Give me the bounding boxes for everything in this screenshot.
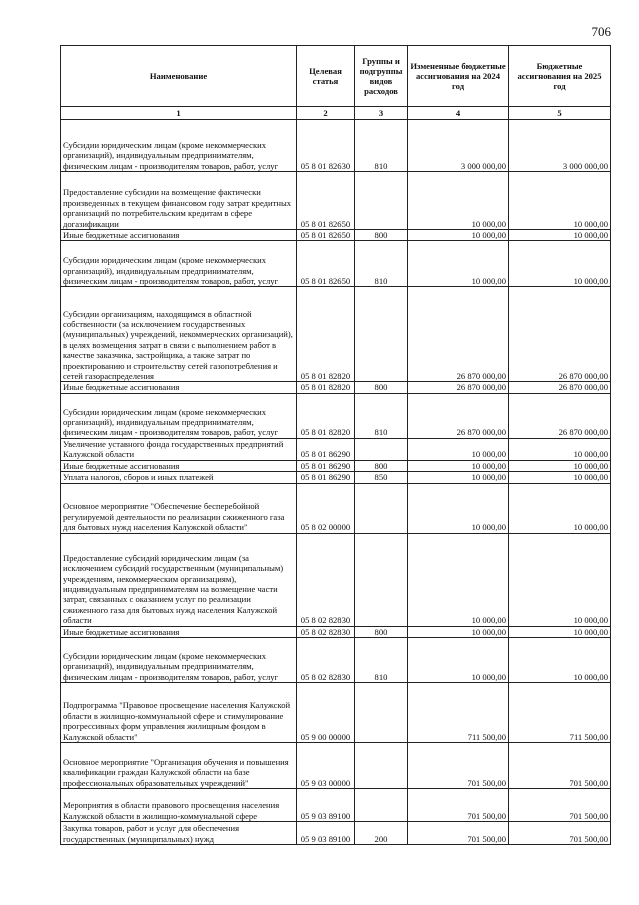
table-row: [61, 241, 611, 287]
column-number: 3: [355, 107, 408, 120]
column-number-row: [61, 107, 611, 120]
header-budget-2025: Бюджетные ассигнования на 2025 год: [509, 46, 611, 107]
row-target-code: 05 8 01 86290: [297, 472, 355, 483]
table-row: [61, 743, 611, 789]
row-target-code: 05 9 03 89100: [297, 789, 355, 822]
row-amount-2025: 10 000,00: [509, 230, 611, 241]
row-amount-2024: 10 000,00: [408, 626, 509, 637]
row-amount-2024: 10 000,00: [408, 438, 509, 460]
row-amount-2025: 10 000,00: [509, 626, 611, 637]
row-target-code: 05 8 01 82820: [297, 393, 355, 438]
row-amount-2024: 10 000,00: [408, 638, 509, 683]
row-amount-2024: 10 000,00: [408, 472, 509, 483]
row-name: Иные бюджетные ассигнования: [61, 460, 297, 471]
column-number: 4: [408, 107, 509, 120]
row-expense-type: 800: [355, 626, 408, 637]
row-name: Субсидии юридическим лицам (кроме некоммерческих организаций), индивидуальным предпринимателям, физическим лицам - производителям товаров, работ, услуг: [61, 393, 297, 438]
row-amount-2025: 10 000,00: [509, 241, 611, 287]
table-row: [61, 626, 611, 637]
row-amount-2024: 10 000,00: [408, 230, 509, 241]
row-target-code: 05 8 02 00000: [297, 483, 355, 533]
row-amount-2024: 26 870 000,00: [408, 382, 509, 393]
row-expense-type: 810: [355, 393, 408, 438]
row-amount-2024: 701 500,00: [408, 822, 509, 845]
row-amount-2025: 10 000,00: [509, 483, 611, 533]
row-name: Закупка товаров, работ и услуг для обеспечения государственных (муниципальных) нужд: [61, 822, 297, 845]
row-amount-2025: 3 000 000,00: [509, 120, 611, 172]
row-expense-type: 800: [355, 230, 408, 241]
row-name: Основное мероприятие "Обеспечение бесперебойной регулируемой деятельности по реализации сжиженного газа для бытовых нужд населения Калужской области": [61, 483, 297, 533]
row-name: Увеличение уставного фонда государственных предприятий Калужской области: [61, 438, 297, 460]
budget-table: [60, 45, 611, 845]
table-row: [61, 483, 611, 533]
row-target-code: 05 8 02 82830: [297, 638, 355, 683]
row-expense-type: [355, 172, 408, 230]
row-amount-2025: 10 000,00: [509, 438, 611, 460]
row-amount-2025: 701 500,00: [509, 743, 611, 789]
row-name: Субсидии организациям, находящимся в областной собственности (за исключением государственных (муниципальных) учреждений, некоммерческих организаций), в целях возмещения затрат в связи с выполнением работ в качестве заказчика, застройщика, а также затрат по проектированию и строительству сетей газопотребления и сетей газораспределения: [61, 287, 297, 382]
row-amount-2024: 711 500,00: [408, 683, 509, 743]
row-amount-2024: 10 000,00: [408, 460, 509, 471]
row-amount-2025: 711 500,00: [509, 683, 611, 743]
row-name: Иные бюджетные ассигнования: [61, 382, 297, 393]
row-name: Иные бюджетные ассигнования: [61, 230, 297, 241]
row-amount-2024: 10 000,00: [408, 172, 509, 230]
row-target-code: 05 8 01 82820: [297, 382, 355, 393]
column-number: 5: [509, 107, 611, 120]
row-expense-type: 810: [355, 638, 408, 683]
row-target-code: 05 8 02 82830: [297, 626, 355, 637]
row-amount-2025: 26 870 000,00: [509, 393, 611, 438]
row-name: Подпрограмма "Правовое просвещение населения Калужской области в жилищно-коммунальной сфере и стимулирование прогрессивных форм управления жилищным фондом в Калужской области": [61, 683, 297, 743]
row-name: Иные бюджетные ассигнования: [61, 626, 297, 637]
row-expense-type: [355, 683, 408, 743]
row-amount-2025: 701 500,00: [509, 822, 611, 845]
row-amount-2024: 26 870 000,00: [408, 287, 509, 382]
row-amount-2024: 701 500,00: [408, 789, 509, 822]
row-expense-type: [355, 533, 408, 626]
row-expense-type: [355, 789, 408, 822]
column-number: 1: [61, 107, 297, 120]
row-expense-type: 800: [355, 382, 408, 393]
row-target-code: 05 8 01 86290: [297, 460, 355, 471]
row-expense-type: [355, 287, 408, 382]
column-number: 2: [297, 107, 355, 120]
row-name: Предоставление субсидий юридическим лицам (за исключением субсидий государственным (муниципальным) учреждениям, некоммерческим организациям), индивидуальным предпринимателям на возмещение части затрат, связанных с оказанием услуг по реализации сжиженного газа для бытовых нужд населения Калужской области: [61, 533, 297, 626]
row-amount-2025: 10 000,00: [509, 460, 611, 471]
row-expense-type: 810: [355, 241, 408, 287]
row-amount-2025: 26 870 000,00: [509, 382, 611, 393]
row-name: Мероприятия в области правового просвещения населения Калужской области в жилищно-коммунальной сфере: [61, 789, 297, 822]
row-target-code: 05 9 03 00000: [297, 743, 355, 789]
row-amount-2025: 10 000,00: [509, 172, 611, 230]
row-amount-2024: 3 000 000,00: [408, 120, 509, 172]
row-target-code: 05 8 02 82830: [297, 533, 355, 626]
table-row: [61, 789, 611, 822]
row-target-code: 05 8 01 82820: [297, 287, 355, 382]
row-amount-2024: 10 000,00: [408, 241, 509, 287]
row-amount-2025: 10 000,00: [509, 638, 611, 683]
table-row: [61, 287, 611, 382]
row-name: Субсидии юридическим лицам (кроме некоммерческих организаций), индивидуальным предпринимателям, физическим лицам - производителям товаров, работ, услуг: [61, 638, 297, 683]
page-number: 706: [591, 24, 611, 39]
row-name: Основное мероприятие "Организация обучения и повышения квалификации граждан Калужской области на базе профессиональных образовательных учреждений": [61, 743, 297, 789]
row-amount-2025: 26 870 000,00: [509, 287, 611, 382]
table-row: [61, 822, 611, 845]
row-amount-2024: 701 500,00: [408, 743, 509, 789]
row-expense-type: 200: [355, 822, 408, 845]
row-amount-2025: 10 000,00: [509, 472, 611, 483]
header-name: Наименование: [61, 46, 297, 107]
row-target-code: 05 8 01 82650: [297, 241, 355, 287]
row-expense-type: [355, 438, 408, 460]
row-expense-type: 810: [355, 120, 408, 172]
row-target-code: 05 8 01 82650: [297, 230, 355, 241]
table-header-row: [61, 46, 611, 107]
table-row: [61, 638, 611, 683]
table-row: [61, 393, 611, 438]
row-name: Субсидии юридическим лицам (кроме некоммерческих организаций), индивидуальным предпринимателям, физическим лицам - производителям товаров, работ, услуг: [61, 241, 297, 287]
row-target-code: 05 9 03 89100: [297, 822, 355, 845]
table-row: [61, 460, 611, 471]
row-amount-2024: 10 000,00: [408, 483, 509, 533]
row-expense-type: [355, 743, 408, 789]
row-amount-2024: 26 870 000,00: [408, 393, 509, 438]
row-amount-2025: 10 000,00: [509, 533, 611, 626]
table-row: [61, 438, 611, 460]
table-row: [61, 683, 611, 743]
row-expense-type: 800: [355, 460, 408, 471]
row-target-code: 05 8 01 82630: [297, 120, 355, 172]
header-changed-2024: Измененные бюджетные ассигнования на 2024 год: [408, 46, 509, 107]
table-row: [61, 533, 611, 626]
table-row: [61, 120, 611, 172]
table-row: [61, 172, 611, 230]
row-amount-2025: 701 500,00: [509, 789, 611, 822]
row-target-code: 05 9 00 00000: [297, 683, 355, 743]
table-row: [61, 230, 611, 241]
table-row: [61, 472, 611, 483]
row-target-code: 05 8 01 82650: [297, 172, 355, 230]
row-name: Уплата налогов, сборов и иных платежей: [61, 472, 297, 483]
row-amount-2024: 10 000,00: [408, 533, 509, 626]
row-target-code: 05 8 01 86290: [297, 438, 355, 460]
row-name: Субсидии юридическим лицам (кроме некоммерческих организаций), индивидуальным предпринимателям, физическим лицам - производителям товаров, работ, услуг: [61, 120, 297, 172]
row-expense-type: 850: [355, 472, 408, 483]
table-row: [61, 382, 611, 393]
row-name: Предоставление субсидии на возмещение фактически произведенных в текущем финансовом году затрат кредитных организаций по потребительским кредитам в сфере догазификации: [61, 172, 297, 230]
header-target: Целевая статья: [297, 46, 355, 107]
header-groups: Группы и подгруппы видов расходов: [355, 46, 408, 107]
row-expense-type: [355, 483, 408, 533]
